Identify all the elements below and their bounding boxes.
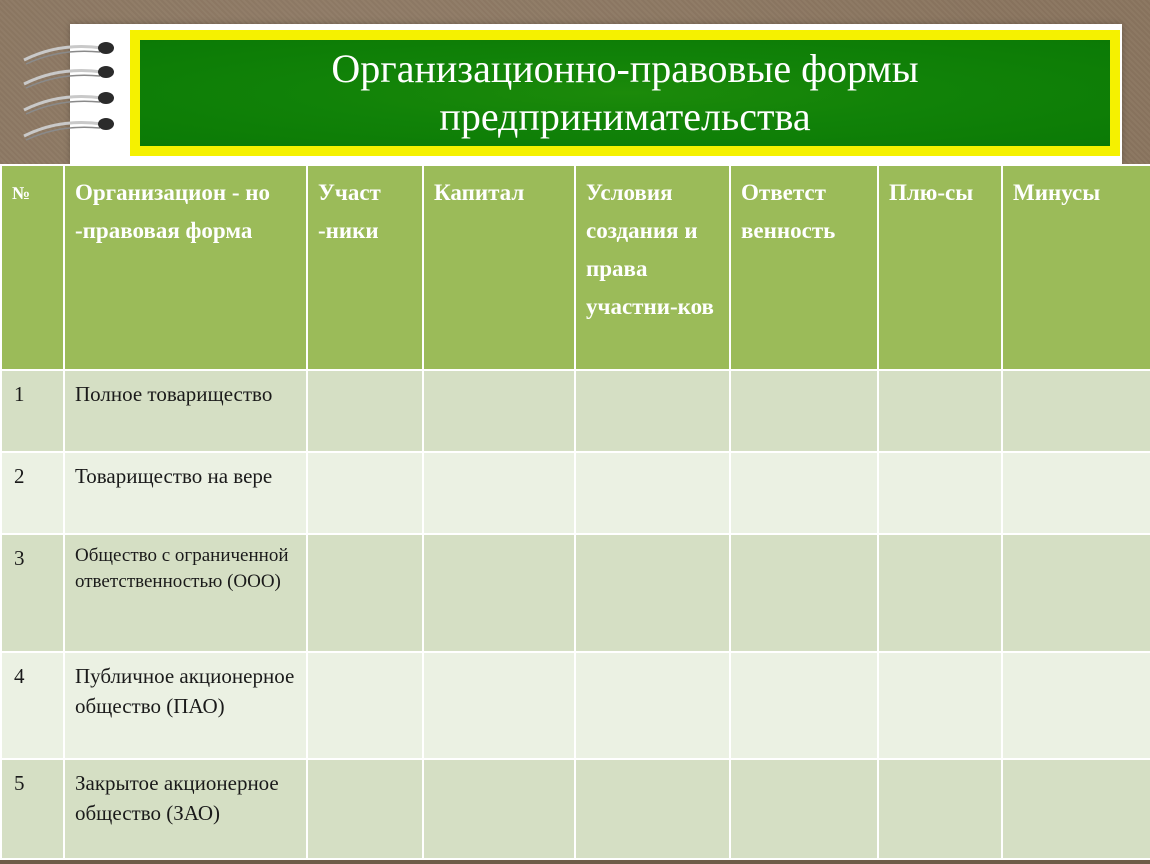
column-header-legal-form: Организацион - но -правовая форма — [64, 165, 307, 370]
column-header-cons: Минусы — [1002, 165, 1150, 370]
cell-liability — [730, 370, 878, 452]
table-row — [1, 759, 1150, 859]
notebook-spiral-icon — [20, 32, 130, 162]
column-header-liability: Ответст венность — [730, 165, 878, 370]
row-legal-form: Публичное акционерное общество (ПАО) — [64, 652, 307, 759]
row-legal-form: Полное товарищество — [64, 370, 307, 452]
cell-liability — [730, 652, 878, 759]
cell-participants — [307, 534, 423, 652]
cell-capital — [423, 452, 575, 534]
table-row — [1, 370, 1150, 452]
column-header-conditions: Условия создания и права участни-ков — [575, 165, 730, 370]
comparison-table — [0, 164, 1150, 860]
cell-pros — [878, 652, 1002, 759]
bottom-edge — [0, 860, 1150, 864]
row-number: 2 — [1, 452, 64, 534]
column-header-participants: Участ -ники — [307, 165, 423, 370]
cell-cons — [1002, 370, 1150, 452]
row-legal-form: Товарищество на вере — [64, 452, 307, 534]
row-number: 5 — [1, 759, 64, 859]
cell-capital — [423, 534, 575, 652]
cell-liability — [730, 534, 878, 652]
cell-liability — [730, 452, 878, 534]
cell-pros — [878, 370, 1002, 452]
cell-cons — [1002, 652, 1150, 759]
cell-cons — [1002, 759, 1150, 859]
cell-pros — [878, 452, 1002, 534]
column-header-pros: Плю-сы — [878, 165, 1002, 370]
table-header-row — [1, 165, 1150, 370]
table-row — [1, 534, 1150, 652]
table-row — [1, 452, 1150, 534]
cell-capital — [423, 652, 575, 759]
cell-conditions — [575, 452, 730, 534]
cell-pros — [878, 534, 1002, 652]
cell-liability — [730, 759, 878, 859]
title-frame — [130, 30, 1120, 156]
cell-participants — [307, 452, 423, 534]
row-legal-form: Общество с ограниченной ответственностью (ООО) — [64, 534, 307, 652]
cell-capital — [423, 370, 575, 452]
table-row — [1, 652, 1150, 759]
row-number: 1 — [1, 370, 64, 452]
row-number: 4 — [1, 652, 64, 759]
title-panel — [140, 40, 1110, 146]
row-number: 3 — [1, 534, 64, 652]
cell-conditions — [575, 652, 730, 759]
cell-conditions — [575, 534, 730, 652]
column-header-number: № — [1, 165, 64, 370]
cell-conditions — [575, 759, 730, 859]
cell-conditions — [575, 370, 730, 452]
page-title-line-1: Организационно-правовые формы — [331, 46, 919, 91]
page-title-line-2: предпринимательства — [439, 94, 811, 139]
cell-cons — [1002, 452, 1150, 534]
cell-participants — [307, 370, 423, 452]
cell-cons — [1002, 534, 1150, 652]
cell-participants — [307, 759, 423, 859]
column-header-capital: Капитал — [423, 165, 575, 370]
cell-participants — [307, 652, 423, 759]
cell-pros — [878, 759, 1002, 859]
comparison-table-container — [0, 164, 1150, 864]
cell-capital — [423, 759, 575, 859]
row-legal-form: Закрытое акционерное общество (ЗАО) — [64, 759, 307, 859]
